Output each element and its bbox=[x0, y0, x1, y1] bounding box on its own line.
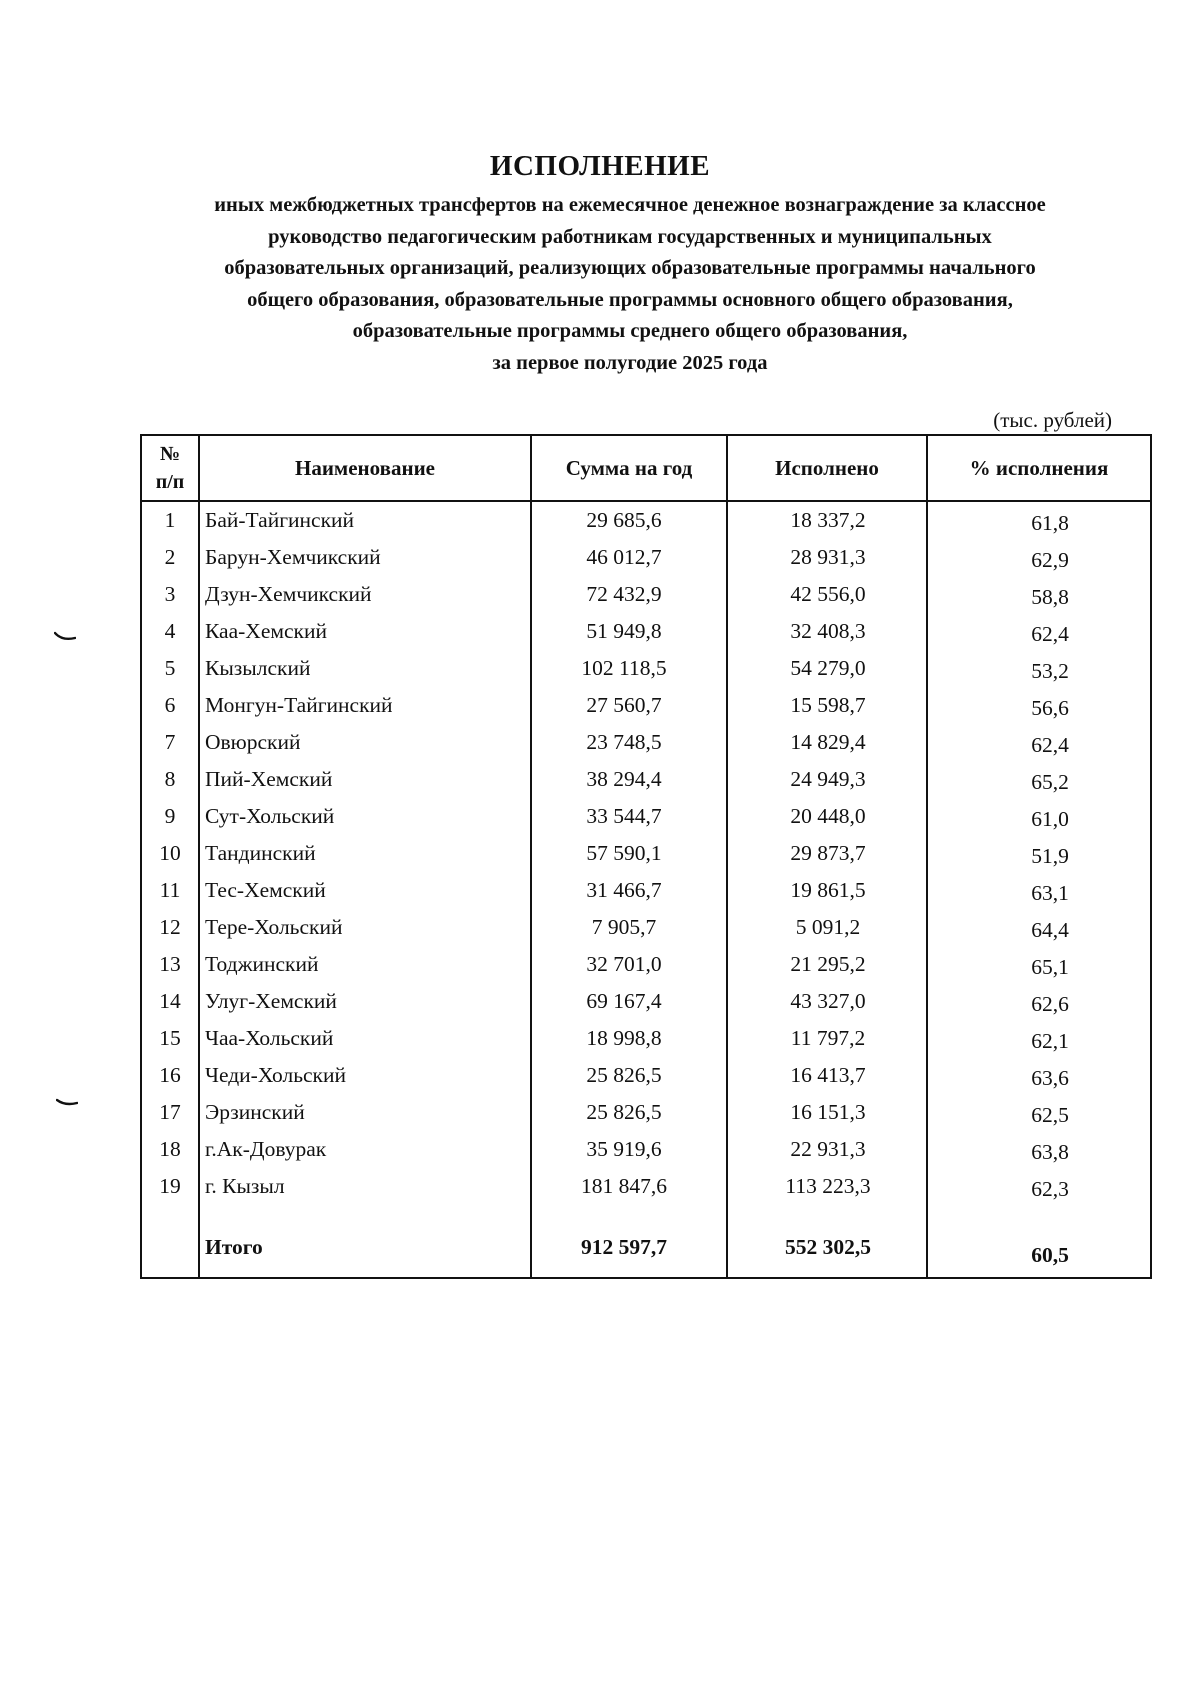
row-name: г.Ак-Довурак bbox=[199, 1131, 531, 1168]
row-pct: 62,4 bbox=[927, 724, 1151, 761]
row-number: 19 bbox=[141, 1168, 199, 1205]
table-row bbox=[141, 1057, 1151, 1094]
row-pct: 63,8 bbox=[927, 1131, 1151, 1168]
row-sum: 25 826,5 bbox=[531, 1057, 727, 1094]
table-row bbox=[141, 872, 1151, 909]
row-number: 14 bbox=[141, 983, 199, 1020]
row-sum: 57 590,1 bbox=[531, 835, 727, 872]
row-pct: 62,6 bbox=[927, 983, 1151, 1020]
table-row bbox=[141, 650, 1151, 687]
row-sum: 31 466,7 bbox=[531, 872, 727, 909]
row-sum: 29 685,6 bbox=[531, 501, 727, 539]
table-row bbox=[141, 909, 1151, 946]
row-sum: 38 294,4 bbox=[531, 761, 727, 798]
row-number: 16 bbox=[141, 1057, 199, 1094]
row-done: 15 598,7 bbox=[727, 687, 927, 724]
row-name: Чеди-Хольский bbox=[199, 1057, 531, 1094]
execution-table bbox=[140, 434, 1152, 1279]
units-label: (тыс. рублей) bbox=[993, 408, 1112, 432]
row-name: Бай-Тайгинский bbox=[199, 501, 531, 539]
table-row bbox=[141, 1094, 1151, 1131]
check-mark-icon bbox=[56, 1096, 78, 1110]
column-header-number-symbol: № bbox=[159, 443, 181, 465]
row-name: Тес-Хемский bbox=[199, 872, 531, 909]
row-pct: 56,6 bbox=[927, 687, 1151, 724]
row-number: 8 bbox=[141, 761, 199, 798]
row-name: Пий-Хемский bbox=[199, 761, 531, 798]
row-done: 113 223,3 bbox=[727, 1168, 927, 1205]
row-pct: 51,9 bbox=[927, 835, 1151, 872]
row-sum: 72 432,9 bbox=[531, 576, 727, 613]
row-pct: 61,0 bbox=[927, 798, 1151, 835]
row-number: 4 bbox=[141, 613, 199, 650]
row-name: Кызылский bbox=[199, 650, 531, 687]
table-row bbox=[141, 1131, 1151, 1168]
row-number: 5 bbox=[141, 650, 199, 687]
column-header-number bbox=[141, 435, 199, 501]
row-number: 11 bbox=[141, 872, 199, 909]
row-done: 29 873,7 bbox=[727, 835, 927, 872]
row-sum: 69 167,4 bbox=[531, 983, 727, 1020]
row-number: 7 bbox=[141, 724, 199, 761]
row-number: 9 bbox=[141, 798, 199, 835]
table-row bbox=[141, 687, 1151, 724]
table-row bbox=[141, 613, 1151, 650]
column-header-pct: % исполнения bbox=[927, 435, 1151, 501]
row-pct: 62,1 bbox=[927, 1020, 1151, 1057]
check-mark-icon bbox=[54, 630, 76, 644]
row-sum: 181 847,6 bbox=[531, 1168, 727, 1205]
row-done: 43 327,0 bbox=[727, 983, 927, 1020]
row-pct: 65,2 bbox=[927, 761, 1151, 798]
subtitle-line: руководство педагогическим работникам государственных и муниципальных bbox=[268, 225, 992, 248]
row-number: 13 bbox=[141, 946, 199, 983]
column-header-name: Наименование bbox=[199, 435, 531, 501]
row-done: 16 151,3 bbox=[727, 1094, 927, 1131]
row-number: 12 bbox=[141, 909, 199, 946]
total-sum: 912 597,7 bbox=[531, 1235, 727, 1278]
column-header-done: Исполнено bbox=[727, 435, 927, 501]
row-pct: 58,8 bbox=[927, 576, 1151, 613]
row-pct: 62,9 bbox=[927, 539, 1151, 576]
table-spacer-row bbox=[141, 1205, 1151, 1235]
column-header-number-abbr: п/п bbox=[155, 471, 185, 493]
row-done: 22 931,3 bbox=[727, 1131, 927, 1168]
table-row bbox=[141, 798, 1151, 835]
row-sum: 35 919,6 bbox=[531, 1131, 727, 1168]
table-row bbox=[141, 576, 1151, 613]
row-pct: 63,1 bbox=[927, 872, 1151, 909]
table-row bbox=[141, 1168, 1151, 1205]
table-row bbox=[141, 946, 1151, 983]
table-total-row bbox=[141, 1235, 1151, 1278]
row-name: г. Кызыл bbox=[199, 1168, 531, 1205]
table-header-row bbox=[141, 435, 1151, 501]
row-done: 11 797,2 bbox=[727, 1020, 927, 1057]
subtitle-line: образовательных организаций, реализующих образовательные программы начального bbox=[224, 257, 1036, 279]
table-row bbox=[141, 1020, 1151, 1057]
row-sum: 46 012,7 bbox=[531, 539, 727, 576]
row-number: 6 bbox=[141, 687, 199, 724]
row-pct: 62,4 bbox=[927, 613, 1151, 650]
row-done: 16 413,7 bbox=[727, 1057, 927, 1094]
row-done: 54 279,0 bbox=[727, 650, 927, 687]
total-pct: 60,5 bbox=[927, 1235, 1151, 1278]
column-header-sum: Сумма на год bbox=[531, 435, 727, 501]
row-pct: 62,3 bbox=[927, 1168, 1151, 1205]
row-sum: 32 701,0 bbox=[531, 946, 727, 983]
total-label: Итого bbox=[199, 1235, 531, 1278]
row-done: 19 861,5 bbox=[727, 872, 927, 909]
row-pct: 64,4 bbox=[927, 909, 1151, 946]
row-done: 28 931,3 bbox=[727, 539, 927, 576]
table-row bbox=[141, 983, 1151, 1020]
row-name: Тандинский bbox=[199, 835, 531, 872]
row-number: 18 bbox=[141, 1131, 199, 1168]
row-sum: 25 826,5 bbox=[531, 1094, 727, 1131]
table-row bbox=[141, 761, 1151, 798]
table-row bbox=[141, 501, 1151, 539]
row-sum: 18 998,8 bbox=[531, 1020, 727, 1057]
row-sum: 51 949,8 bbox=[531, 613, 727, 650]
table-row bbox=[141, 539, 1151, 576]
total-number bbox=[141, 1235, 199, 1278]
row-name: Тоджинский bbox=[199, 946, 531, 983]
document-subtitle bbox=[130, 190, 1130, 379]
row-name: Монгун-Тайгинский bbox=[199, 687, 531, 724]
row-pct: 62,5 bbox=[927, 1094, 1151, 1131]
row-name: Барун-Хемчикский bbox=[199, 539, 531, 576]
row-pct: 65,1 bbox=[927, 946, 1151, 983]
table-row bbox=[141, 724, 1151, 761]
row-number: 2 bbox=[141, 539, 199, 576]
row-sum: 102 118,5 bbox=[531, 650, 727, 687]
row-name: Чаа-Хольский bbox=[199, 1020, 531, 1057]
row-pct: 63,6 bbox=[927, 1057, 1151, 1094]
row-sum: 27 560,7 bbox=[531, 687, 727, 724]
row-name: Овюрский bbox=[199, 724, 531, 761]
row-done: 32 408,3 bbox=[727, 613, 927, 650]
row-pct: 53,2 bbox=[927, 650, 1151, 687]
subtitle-line: общего образования, образовательные программы основного общего образования, bbox=[247, 288, 1013, 311]
subtitle-line: иных межбюджетных трансфертов на ежемесячное денежное вознаграждение за классное bbox=[214, 194, 1046, 216]
row-name: Улуг-Хемский bbox=[199, 983, 531, 1020]
row-name: Сут-Хольский bbox=[199, 798, 531, 835]
row-number: 15 bbox=[141, 1020, 199, 1057]
subtitle-line: за первое полугодие 2025 года bbox=[492, 351, 768, 374]
table-row bbox=[141, 835, 1151, 872]
row-done: 21 295,2 bbox=[727, 946, 927, 983]
row-pct: 61,8 bbox=[927, 501, 1151, 539]
row-done: 20 448,0 bbox=[727, 798, 927, 835]
row-sum: 33 544,7 bbox=[531, 798, 727, 835]
row-done: 14 829,4 bbox=[727, 724, 927, 761]
row-sum: 7 905,7 bbox=[531, 909, 727, 946]
row-name: Эрзинский bbox=[199, 1094, 531, 1131]
row-name: Каа-Хемский bbox=[199, 613, 531, 650]
document-title: ИСПОЛНЕНИЕ bbox=[489, 150, 711, 182]
row-name: Дзун-Хемчикский bbox=[199, 576, 531, 613]
row-number: 10 bbox=[141, 835, 199, 872]
row-name: Тере-Хольский bbox=[199, 909, 531, 946]
row-sum: 23 748,5 bbox=[531, 724, 727, 761]
subtitle-line: образовательные программы среднего общего образования, bbox=[352, 320, 908, 342]
row-number: 1 bbox=[141, 501, 199, 539]
row-done: 5 091,2 bbox=[727, 909, 927, 946]
total-done: 552 302,5 bbox=[727, 1235, 927, 1278]
row-number: 17 bbox=[141, 1094, 199, 1131]
row-number: 3 bbox=[141, 576, 199, 613]
row-done: 24 949,3 bbox=[727, 761, 927, 798]
row-done: 18 337,2 bbox=[727, 501, 927, 539]
row-done: 42 556,0 bbox=[727, 576, 927, 613]
